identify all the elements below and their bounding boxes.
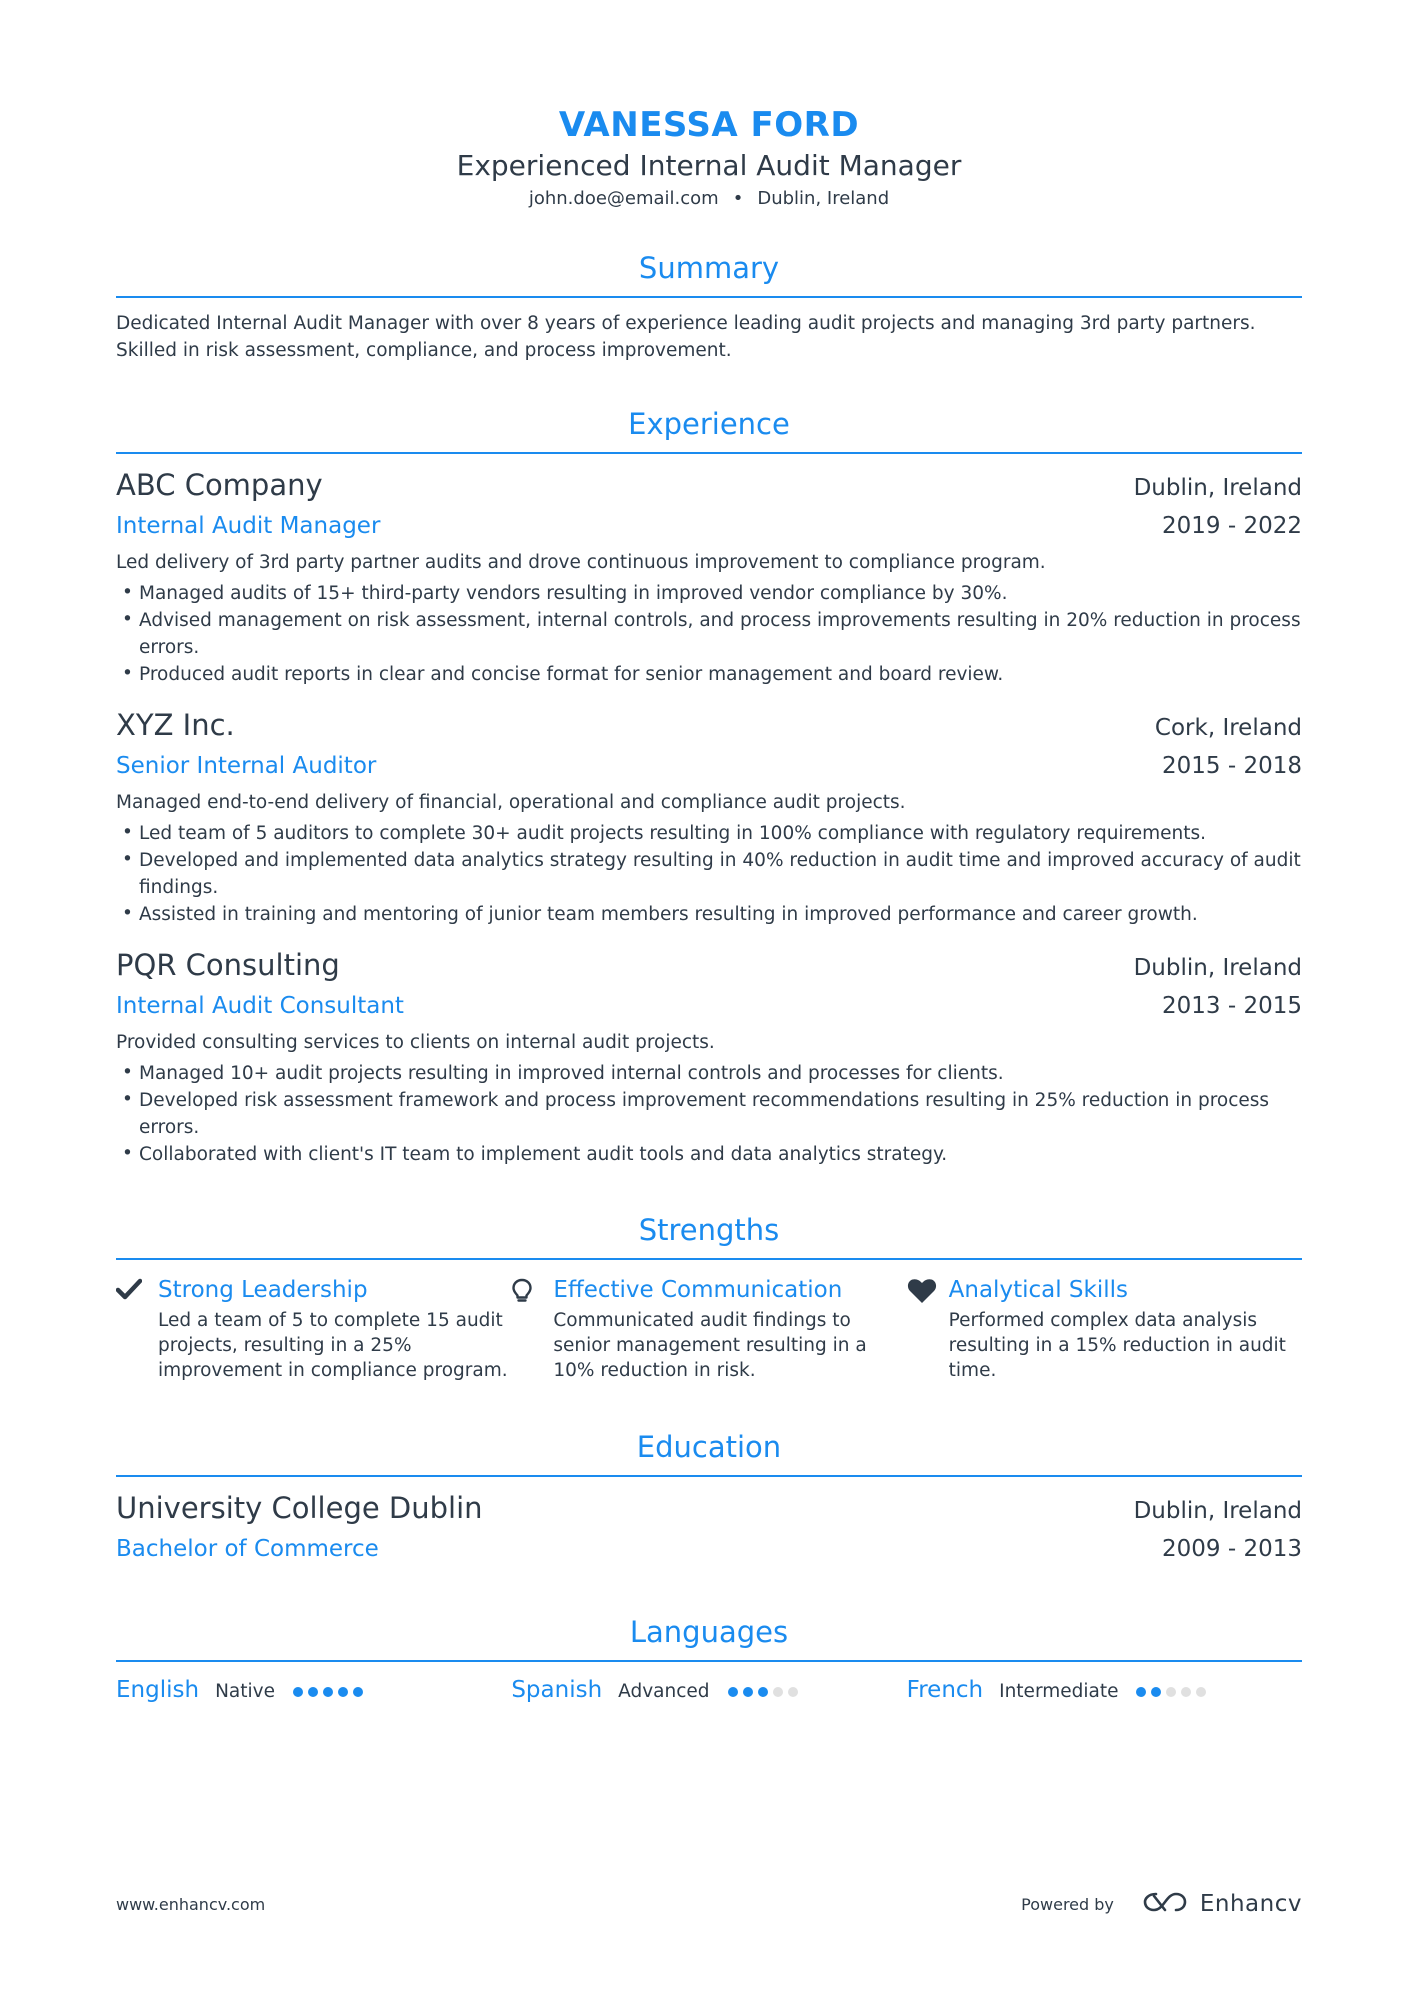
summary-section	[116, 250, 1302, 364]
location: Dublin, Ireland	[757, 188, 890, 209]
experience-heading: Experience	[116, 406, 1302, 454]
separator-dot: •	[732, 188, 744, 209]
language-rating	[1136, 1687, 1206, 1697]
enhancv-brand: Enhancv	[1199, 1891, 1302, 1917]
rating-dot	[1181, 1687, 1191, 1697]
language-level: Advanced	[618, 1681, 710, 1702]
bullet-icon: •	[122, 1062, 133, 1083]
job-role: Internal Audit Consultant	[116, 993, 404, 1019]
rating-dot	[728, 1687, 738, 1697]
rating-dot	[1151, 1687, 1161, 1697]
job-location: Dublin, Ireland	[1133, 475, 1302, 501]
job-role: Internal Audit Manager	[116, 513, 381, 539]
bullet-icon: •	[122, 609, 133, 630]
rating-dot	[743, 1687, 753, 1697]
job-company: PQR Consulting	[116, 948, 340, 982]
bullet-icon: •	[122, 582, 133, 603]
rating-dot	[1136, 1687, 1146, 1697]
job-entry	[116, 946, 1302, 1168]
job-location: Cork, Ireland	[1154, 715, 1302, 741]
rating-dot	[353, 1687, 363, 1697]
job-dates: 2015 - 2018	[1162, 753, 1302, 779]
lightbulb-icon	[511, 1274, 553, 1383]
rating-dot	[338, 1687, 348, 1697]
list-item: • Managed 10+ audit projects resulting in improved internal controls and processes for clients.	[116, 1060, 1302, 1087]
resume-header	[116, 0, 1302, 212]
languages-heading: Languages	[116, 1614, 1302, 1662]
list-item: • Collaborated with client's IT team to implement audit tools and data analytics strategy.	[116, 1141, 1302, 1168]
strength-title: Analytical Skills	[948, 1277, 1128, 1303]
job-company: XYZ Inc.	[116, 708, 235, 742]
strength-item	[511, 1274, 906, 1383]
list-item: • Developed and implemented data analytics strategy resulting in 40% reduction in audit time and improved accuracy of audit findings.	[116, 847, 1302, 901]
education-location: Dublin, Ireland	[1133, 1498, 1302, 1524]
rating-dot	[758, 1687, 768, 1697]
language-level: Native	[215, 1681, 275, 1702]
job-description: Provided consulting services to clients on internal audit projects.	[116, 1032, 715, 1053]
language-name: French	[906, 1677, 984, 1703]
job-entry	[116, 466, 1302, 688]
language-name: Spanish	[511, 1677, 603, 1703]
resume-page	[116, 0, 1302, 1708]
job-description: Managed end-to-end delivery of financial, operational and compliance audit projects.	[116, 792, 906, 813]
strength-item	[907, 1274, 1302, 1383]
list-item: • Assisted in training and mentoring of junior team members resulting in improved performance and career growth.	[116, 901, 1302, 928]
contact-line	[116, 186, 1302, 212]
education-school: University College Dublin	[116, 1491, 483, 1525]
bullet-icon: •	[122, 822, 133, 843]
language-item	[907, 1672, 1302, 1708]
list-item: • Managed audits of 15+ third-party vendors resulting in improved vendor compliance by 30%.	[116, 580, 1302, 607]
rating-dot	[788, 1687, 798, 1697]
language-level: Intermediate	[999, 1681, 1119, 1702]
bullet-icon: •	[122, 1143, 133, 1164]
bullet-icon: •	[122, 663, 133, 684]
rating-dot	[1196, 1687, 1206, 1697]
strength-text: Communicated audit findings to senior management resulting in a 10% reduction in risk.	[553, 1310, 867, 1381]
summary-heading: Summary	[116, 250, 1302, 298]
summary-text: Dedicated Internal Audit Manager with over 8 years of experience leading audit projects and managing 3rd party partners. Skilled in risk assessment, compliance, and process improvement.	[116, 313, 1256, 361]
languages-section	[116, 1614, 1302, 1708]
powered-by	[1021, 1890, 1302, 1918]
education-heading: Education	[116, 1429, 1302, 1477]
strengths-section	[116, 1212, 1302, 1383]
language-item	[511, 1672, 906, 1708]
job-role: Senior Internal Auditor	[116, 753, 377, 779]
strength-text: Performed complex data analysis resulting in a 15% reduction in audit time.	[948, 1310, 1286, 1381]
job-description: Led delivery of 3rd party partner audits and drove continuous improvement to compliance program.	[116, 552, 1046, 573]
strength-item	[116, 1274, 511, 1383]
job-dates: 2013 - 2015	[1162, 993, 1302, 1019]
email[interactable]: john.doe@email.com	[528, 188, 719, 209]
job-entry	[116, 706, 1302, 928]
rating-dot	[293, 1687, 303, 1697]
footer-website[interactable]: www.enhancv.com	[116, 1894, 266, 1914]
strength-title: Strong Leadership	[158, 1277, 368, 1303]
job-location: Dublin, Ireland	[1133, 955, 1302, 981]
enhancv-logo-icon	[1142, 1890, 1188, 1918]
language-rating	[728, 1687, 798, 1697]
powered-by-label: Powered by	[1021, 1894, 1114, 1914]
candidate-title: Experienced Internal Audit Manager	[456, 149, 962, 182]
rating-dot	[1166, 1687, 1176, 1697]
bullet-icon: •	[122, 849, 133, 870]
job-dates: 2019 - 2022	[1162, 513, 1302, 539]
check-icon	[116, 1274, 158, 1383]
education-dates: 2009 - 2013	[1162, 1536, 1302, 1562]
language-name: English	[116, 1677, 200, 1703]
bullet-icon: •	[122, 1089, 133, 1110]
list-item: • Developed risk assessment framework and process improvement recommendations resulting in 25% reduction in process errors.	[116, 1087, 1302, 1141]
job-bullets	[116, 1060, 1302, 1168]
strengths-heading: Strengths	[116, 1212, 1302, 1260]
experience-section	[116, 406, 1302, 1168]
strength-text: Led a team of 5 to complete 15 audit projects, resulting in a 25% improvement in compliance program.	[158, 1310, 508, 1381]
rating-dot	[773, 1687, 783, 1697]
rating-dot	[308, 1687, 318, 1697]
education-section	[116, 1429, 1302, 1568]
language-item	[116, 1672, 511, 1708]
heart-icon	[907, 1274, 949, 1383]
job-bullets	[116, 580, 1302, 688]
list-item: • Led team of 5 auditors to complete 30+ audit projects resulting in 100% compliance with regulatory requirements.	[116, 820, 1302, 847]
list-item: • Produced audit reports in clear and concise format for senior management and board review.	[116, 661, 1302, 688]
language-rating	[293, 1687, 363, 1697]
rating-dot	[323, 1687, 333, 1697]
job-bullets	[116, 820, 1302, 928]
list-item: • Advised management on risk assessment, internal controls, and process improvements resulting in 20% reduction in process errors.	[116, 607, 1302, 661]
candidate-name: VANESSA FORD	[558, 105, 860, 145]
bullet-icon: •	[122, 903, 133, 924]
footer	[116, 1890, 1302, 1918]
job-company: ABC Company	[116, 468, 323, 502]
strength-title: Effective Communication	[553, 1277, 843, 1303]
education-degree: Bachelor of Commerce	[116, 1536, 379, 1562]
